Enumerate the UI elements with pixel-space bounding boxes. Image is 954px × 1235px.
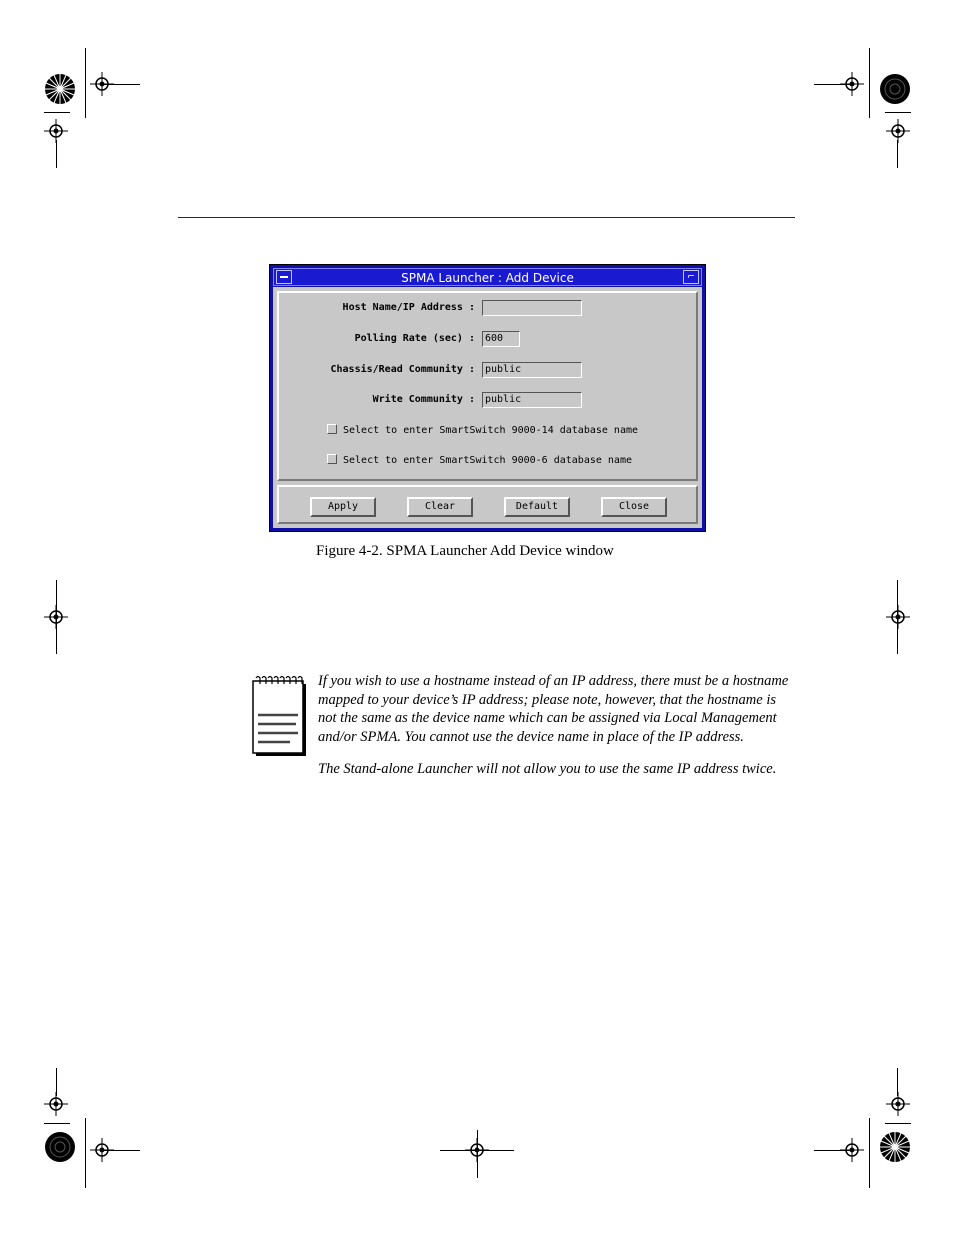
- db-9000-14-label: Select to enter SmartSwitch 9000-14 database name: [343, 425, 639, 436]
- polling-rate-input[interactable]: 600: [482, 331, 520, 347]
- close-button[interactable]: Close: [601, 497, 667, 517]
- clear-button[interactable]: Clear: [407, 497, 473, 517]
- default-button[interactable]: Default: [504, 497, 570, 517]
- apply-button[interactable]: Apply: [310, 497, 376, 517]
- db-9000-6-label: Select to enter SmartSwitch 9000-6 database name: [343, 455, 632, 466]
- read-community-label: Chassis/Read Community :: [330, 364, 475, 375]
- note-paragraph: The Stand-alone Launcher will not allow you to use the same IP address twice.: [318, 760, 777, 777]
- note-paragraph: If you wish to use a hostname instead of an IP address, there must be a hostname mapped to your device’s IP address; please note, however, that the hostname is not the same as the device name which can be assigned via Local Management and/or SPMA. You cannot use the device name in place of the IP address.: [318, 673, 789, 746]
- header-rule: [178, 217, 795, 218]
- crosshair-icon: [886, 1092, 910, 1116]
- device-form: [277, 291, 698, 481]
- button-bar: [277, 485, 698, 524]
- window-title: SPMA Launcher : Add Device: [401, 271, 574, 285]
- maximize-icon[interactable]: ⌐: [683, 270, 699, 284]
- host-name-input[interactable]: [482, 300, 582, 316]
- notepad-icon: [252, 676, 308, 758]
- write-community-label: Write Community :: [372, 394, 475, 405]
- starburst-icon: [44, 1131, 76, 1163]
- db-9000-6-option[interactable]: [327, 454, 632, 466]
- starburst-icon: [879, 1131, 911, 1163]
- host-name-label: Host Name/IP Address :: [342, 302, 475, 313]
- read-community-input[interactable]: public: [482, 362, 582, 378]
- crosshair-icon: [886, 605, 910, 629]
- figure-caption: Figure 4-2. SPMA Launcher Add Device window: [316, 543, 614, 559]
- polling-rate-label: Polling Rate (sec) :: [354, 333, 475, 344]
- write-community-input[interactable]: public: [482, 392, 582, 408]
- db-9000-14-checkbox[interactable]: [327, 424, 337, 434]
- starburst-icon: [44, 73, 76, 105]
- db-9000-14-option[interactable]: [327, 424, 638, 436]
- note-text: [318, 672, 798, 792]
- crosshair-icon: [886, 119, 910, 143]
- starburst-icon: [879, 73, 911, 105]
- window-client: [273, 287, 702, 528]
- db-9000-6-checkbox[interactable]: [327, 454, 337, 464]
- add-device-window: [269, 264, 706, 532]
- window-menu-icon[interactable]: [276, 270, 292, 284]
- window-titlebar[interactable]: [273, 268, 702, 286]
